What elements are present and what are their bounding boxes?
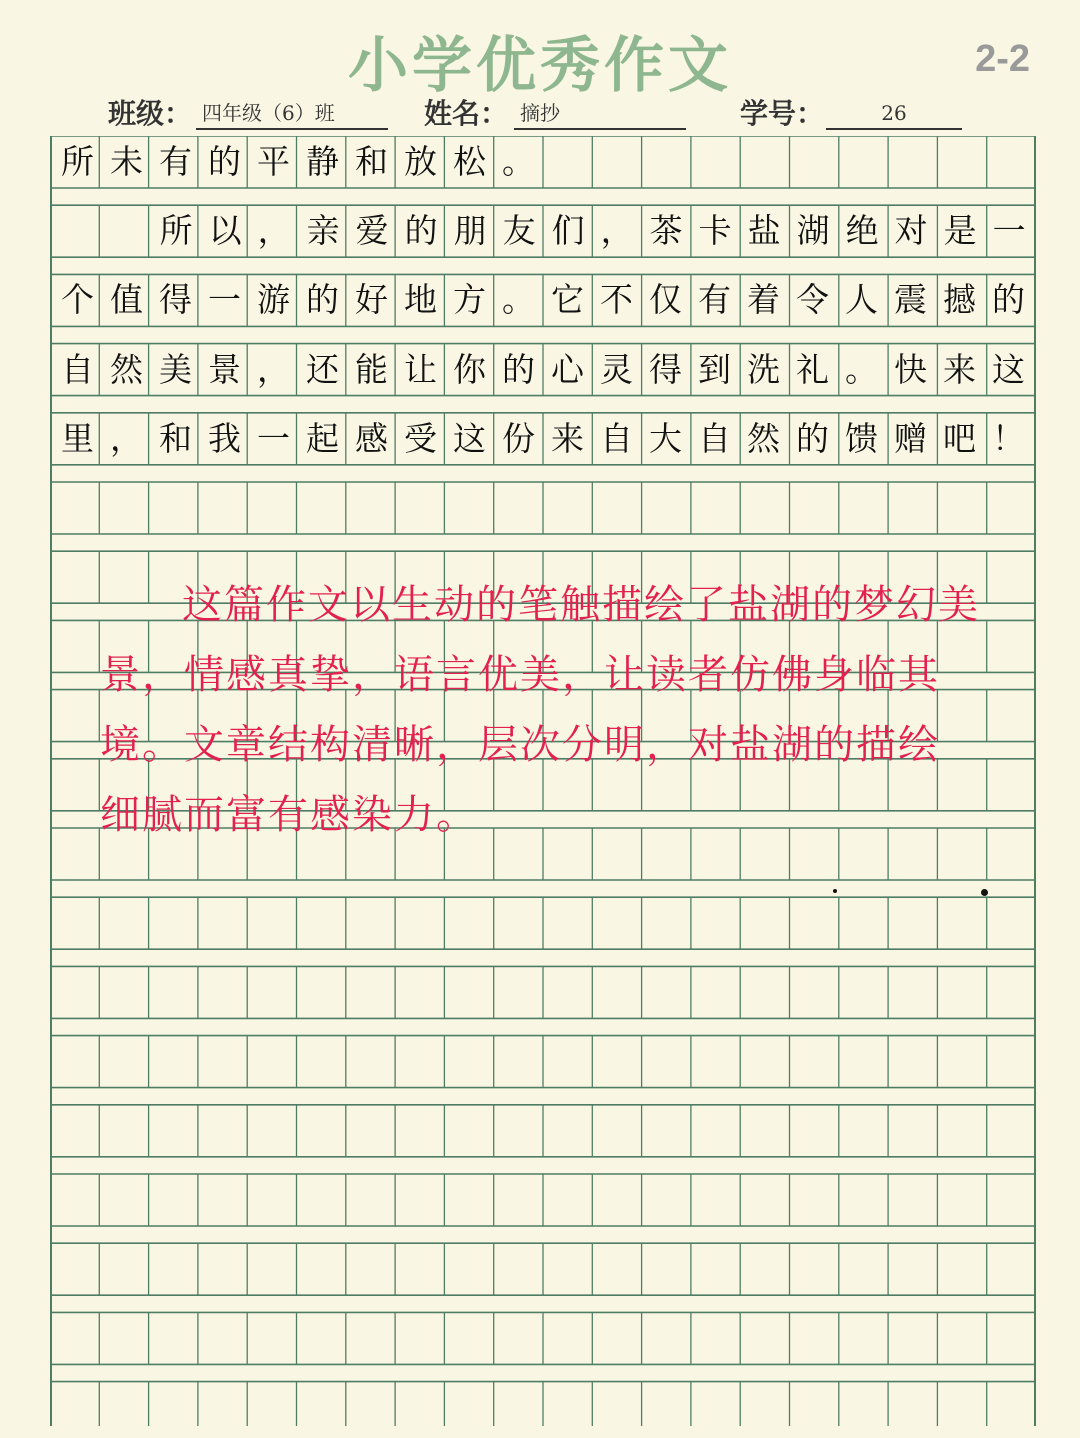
teacher-comment: 这篇作文以生动的笔触描绘了盐湖的梦幻美景，情感真挚，语言优美，让读者仿佛身临其境。文章结构清晰，层次分明，对盐湖的描绘细腻而富有感染力。 bbox=[100, 582, 980, 838]
id-value: 26 bbox=[826, 100, 962, 130]
page-title: 小学优秀作文 bbox=[348, 31, 732, 101]
class-value: 四年级（6）班 bbox=[196, 100, 388, 130]
ink-dot bbox=[981, 889, 988, 896]
essay-line: 个 值 得 一 游 的 好 地 方 。 它 不 仅 有 着 令 人 震 撼 的 bbox=[61, 280, 1025, 320]
class-label: 班级： bbox=[108, 97, 193, 130]
essay-line: 里 ， 和 我 一 起 感 受 这 份 来 自 大 自 然 的 馈 赠 吧 ！ bbox=[61, 418, 1025, 458]
page-number: 2-2 bbox=[975, 38, 1030, 80]
ink-dot bbox=[833, 889, 837, 893]
essay-line: 所 未 有 的 平 静 和 放 松 。 bbox=[61, 142, 535, 181]
essay-line: 所 以 ， 亲 爱 的 朋 友 们 ， 茶 卡 盐 湖 绝 对 是 一 bbox=[159, 211, 1026, 251]
essay-line: 自 然 美 景 ， 还 能 让 你 的 心 灵 得 到 洗 礼 。 快 来 这 bbox=[61, 349, 1025, 389]
name-label: 姓名： bbox=[424, 97, 509, 130]
id-label: 学号： bbox=[740, 97, 825, 130]
name-value: 摘抄 bbox=[514, 100, 686, 130]
